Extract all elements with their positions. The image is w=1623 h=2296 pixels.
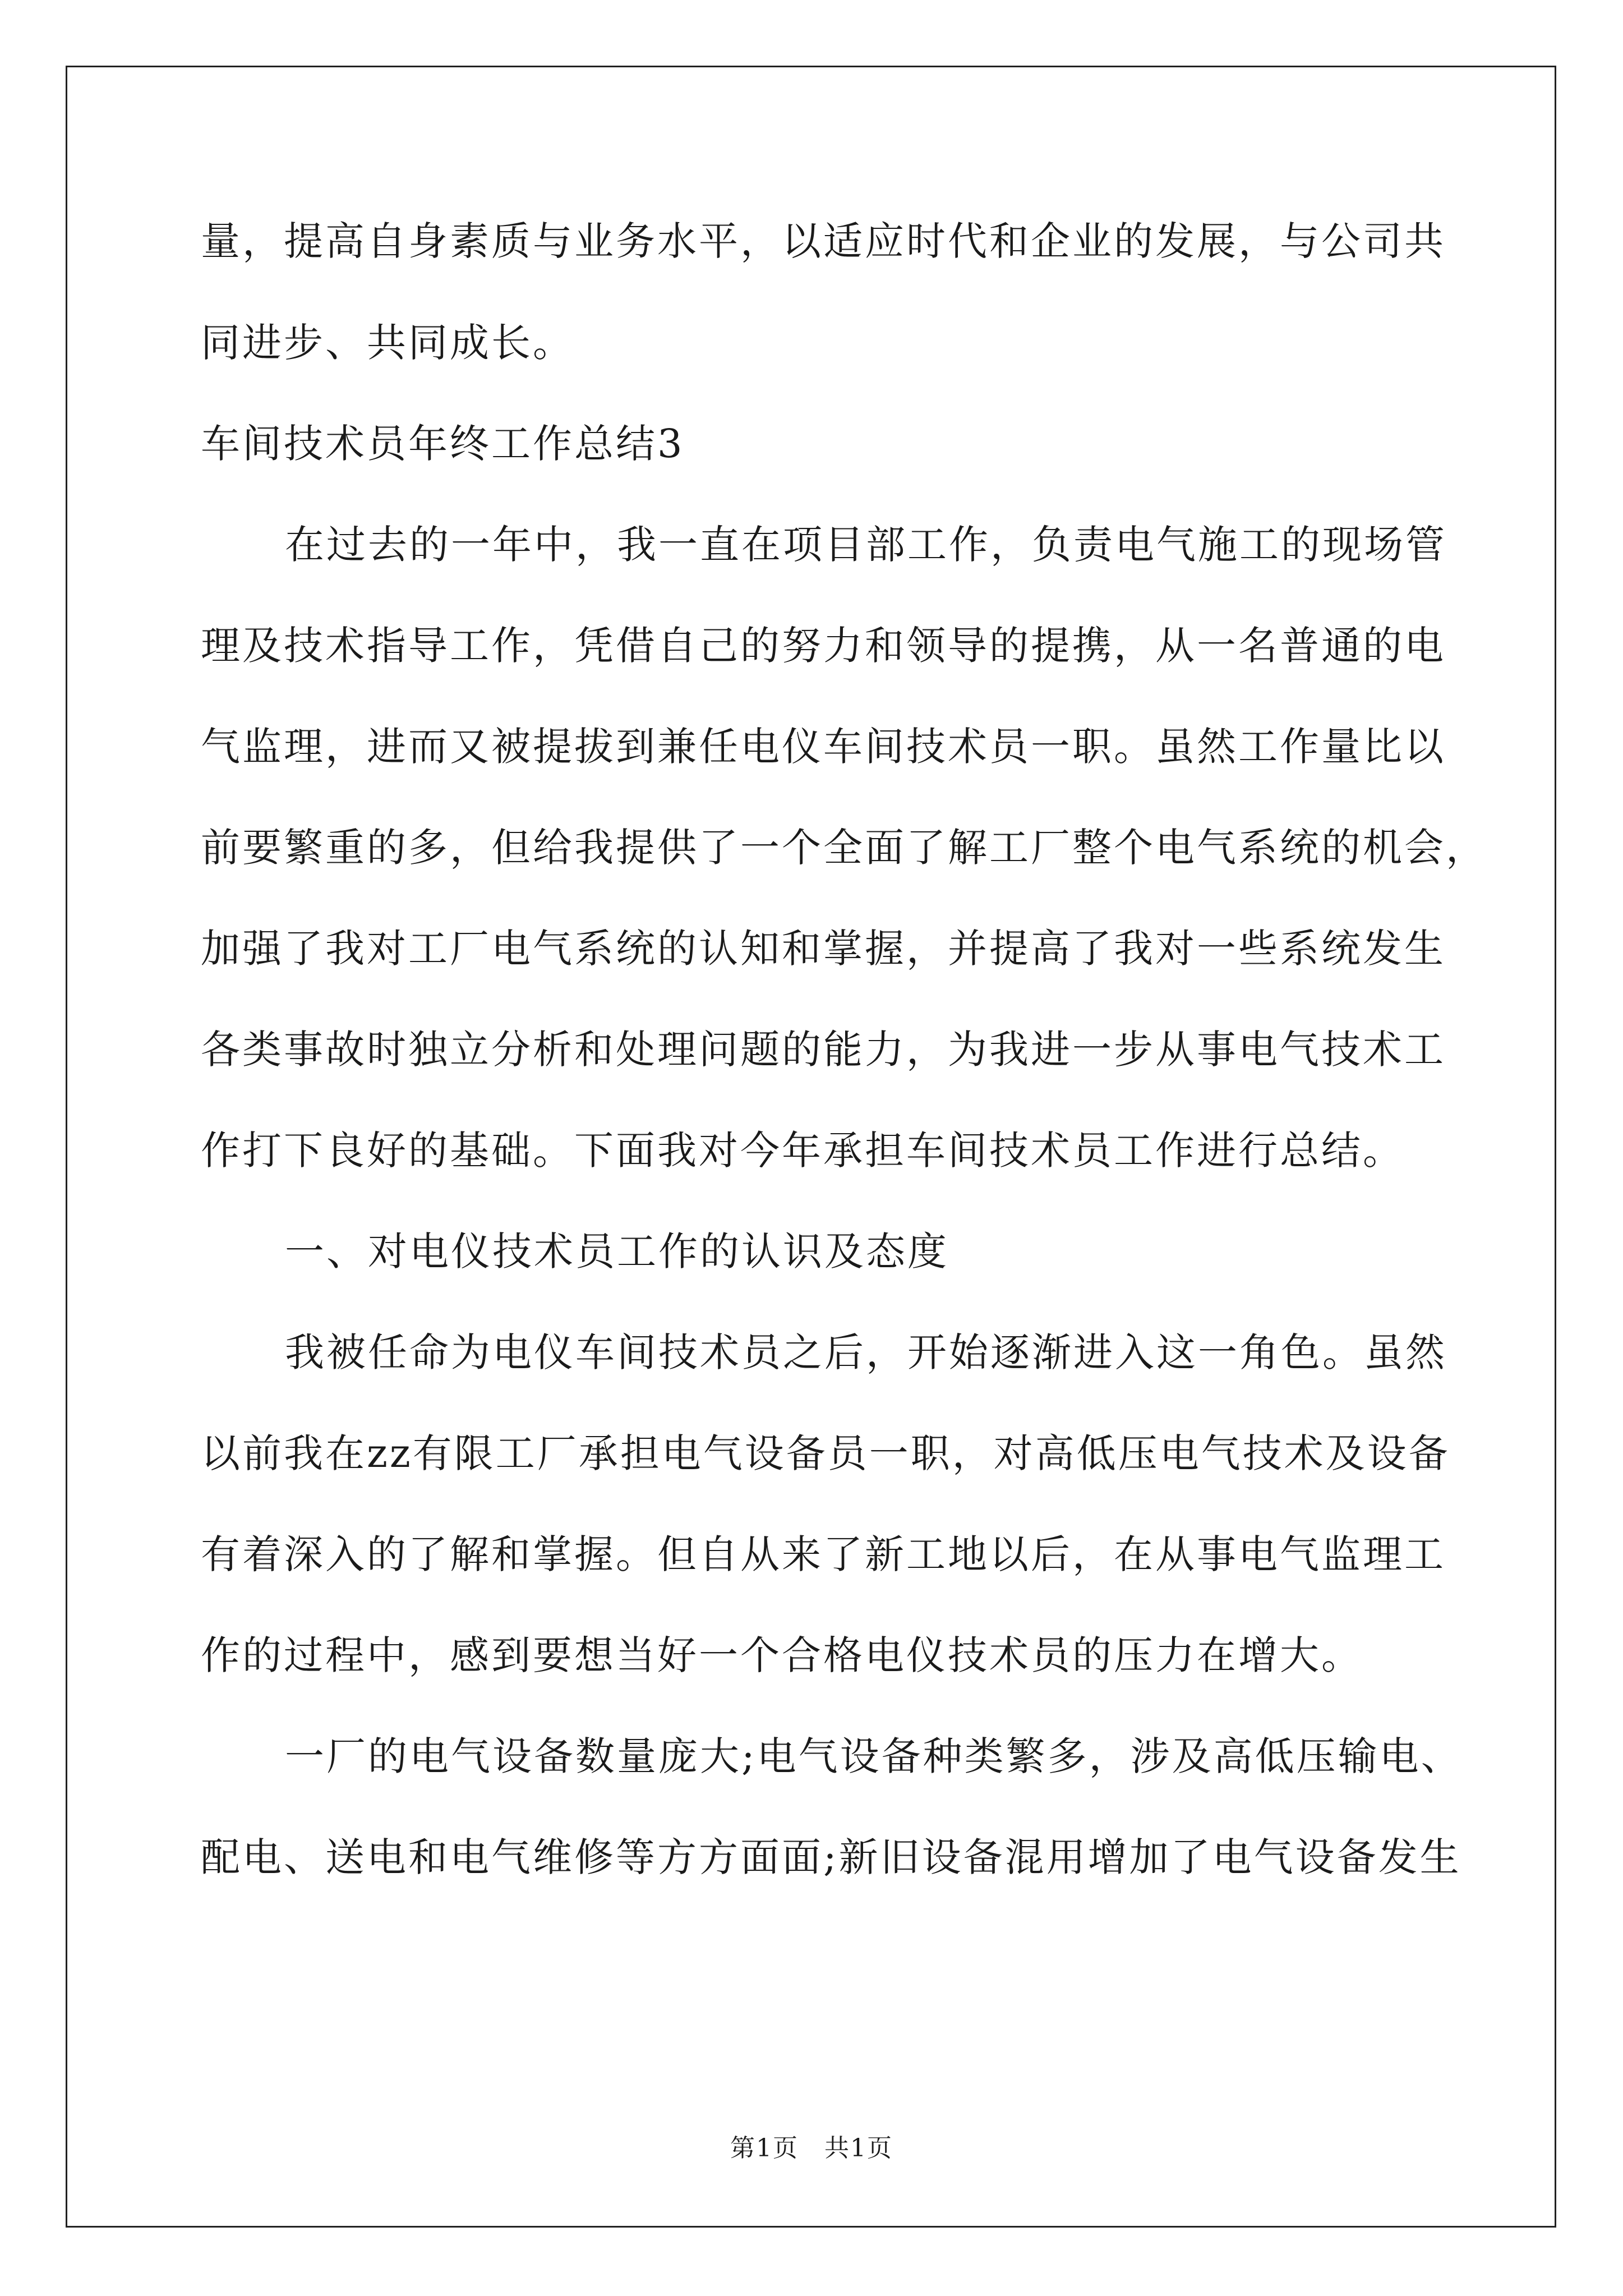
paragraph-line: 我被任命为电仪车间技术员之后，开始逐渐进入这一角色。虽然 <box>285 1329 1447 1375</box>
paragraph-line: 同进步、共同成长。 <box>201 320 574 366</box>
paragraph-line: 量，提高自身素质与业务水平，以适应时代和企业的发展，与公司共 <box>201 218 1446 264</box>
section-heading: 车间技术员年终工作总结3 <box>201 421 685 467</box>
page-number-footer: 第1页 共1页 <box>730 2134 893 2162</box>
paragraph-line: 作的过程中，感到要想当好一个合格电仪技术员的压力在增大。 <box>201 1632 1363 1678</box>
paragraph-line: 有着深入的了解和掌握。但自从来了新工地以后，在从事电气监理工 <box>201 1531 1446 1577</box>
subsection-heading: 一、对电仪技术员工作的认识及态度 <box>285 1228 949 1274</box>
paragraph-line: 前要繁重的多，但给我提供了一个全面了解工厂整个电气系统的机会， <box>201 825 1487 871</box>
paragraph-line: 各类事故时独立分析和处理问题的能力，为我进一步从事电气技术工 <box>201 1027 1446 1073</box>
paragraph-line: 配电、送电和电气维修等方方面面;新旧设备混用增加了电气设备发生 <box>201 1834 1461 1880</box>
paragraph-line: 理及技术指导工作，凭借自己的努力和领导的提携，从一名普通的电 <box>201 623 1446 669</box>
paragraph-line: 在过去的一年中，我一直在项目部工作，负责电气施工的现场管 <box>285 522 1447 568</box>
paragraph-line: 一厂的电气设备数量庞大;电气设备种类繁多，涉及高低压输电、 <box>285 1733 1463 1779</box>
paragraph-line: 作打下良好的基础。下面我对今年承担车间技术员工作进行总结。 <box>201 1128 1404 1174</box>
paragraph-line: 以前我在zz有限工厂承担电气设备员一职，对高低压电气技术及设备 <box>201 1430 1450 1476</box>
paragraph-line: 加强了我对工厂电气系统的认知和掌握，并提高了我对一些系统发生 <box>201 926 1446 972</box>
paragraph-line: 气监理，进而又被提拔到兼任电仪车间技术员一职。虽然工作量比以 <box>201 724 1446 770</box>
